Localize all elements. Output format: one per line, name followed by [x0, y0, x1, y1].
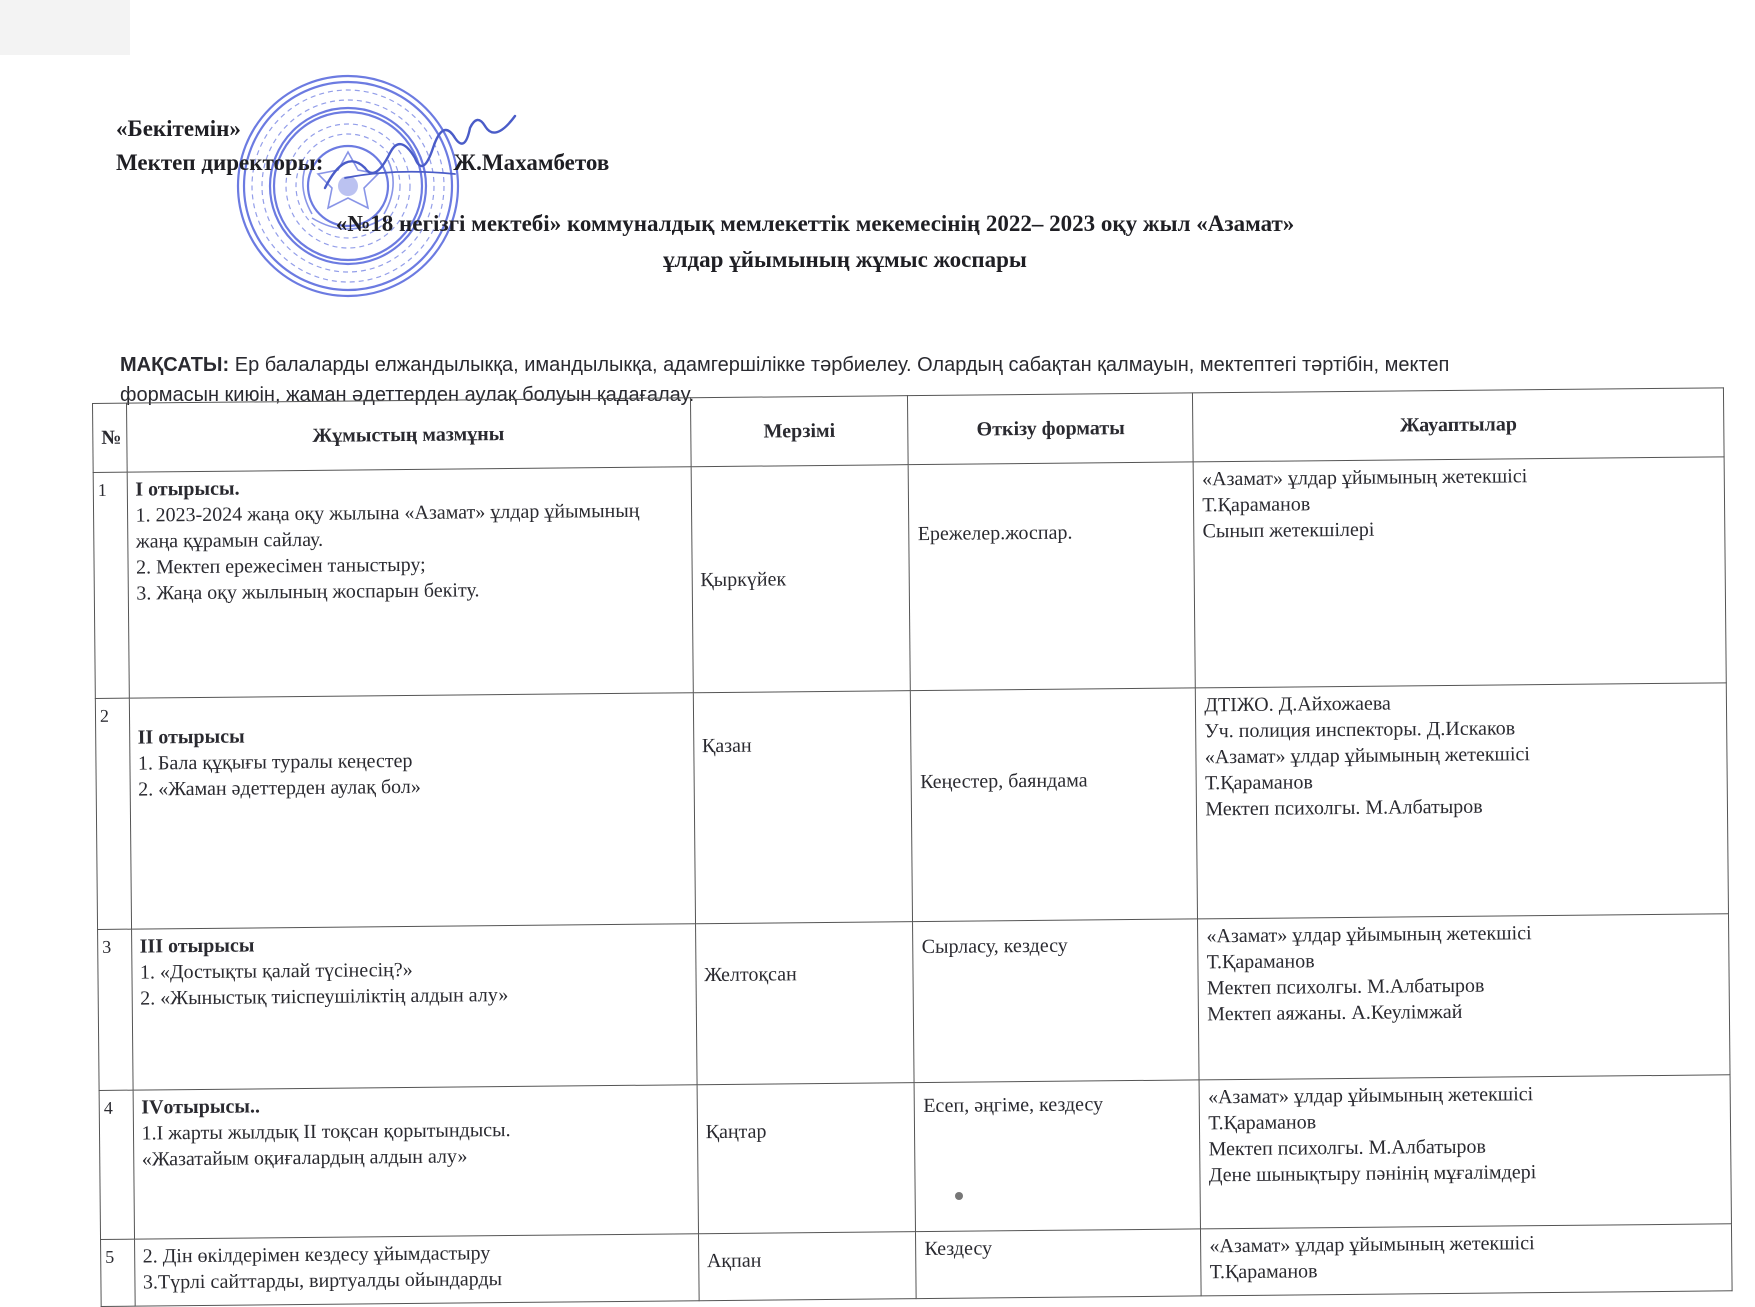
work-plan-table — [92, 387, 1733, 1307]
content-item: 1.І жарты жылдық ІІ тоқсан қорытындысы. — [141, 1119, 511, 1145]
row-content — [127, 467, 693, 698]
director-name: Ж.Махамбетов — [453, 150, 610, 175]
row-deadline: Қыркүйек — [691, 465, 911, 693]
table-row — [95, 683, 1728, 930]
goal-label: МАҚСАТЫ: — [120, 354, 230, 376]
responsible-item: Мектеп аяжаны. А.Кеулімжай — [1207, 1000, 1463, 1026]
responsible-item: «Азамат» ұлдар ұйымының жетекшісі — [1209, 1232, 1535, 1258]
session-title: І отырысы. — [135, 477, 240, 501]
responsible-item: Мектеп психолгы. М.Албатыров — [1206, 974, 1485, 1000]
responsible-item: Т.Қараманов — [1208, 1111, 1317, 1135]
table-row — [101, 1224, 1733, 1307]
row-responsible — [1196, 683, 1729, 919]
row-format: Кеңестер, баяндама — [911, 688, 1198, 922]
row-format: Сырласу, кездесу — [913, 919, 1199, 1083]
content-item: 1. 2023-2024 жаңа оқу жылына «Азамат» ұлдар ұйымының жаңа құрамын сайлау. — [135, 499, 640, 553]
content-item: 1. Бала құқығы туралы кеңестер — [137, 749, 413, 775]
row-content — [131, 924, 697, 1090]
content-item: 2. «Жаман әдеттерден аулақ бол» — [138, 775, 421, 801]
approval-block — [116, 112, 609, 180]
row-deadline: Қаңтар — [697, 1083, 916, 1234]
row-responsible — [1199, 1075, 1731, 1229]
director-label: Мектеп директоры: — [116, 150, 324, 175]
row-number: 5 — [101, 1239, 135, 1306]
row-number: 1 — [93, 472, 129, 698]
row-responsible — [1198, 914, 1730, 1080]
content-item: 2. Дін өкілдерімен кездесу ұйымдастыру — [142, 1242, 491, 1268]
row-content — [129, 693, 695, 929]
row-format: Кездесу — [916, 1229, 1201, 1299]
scan-speck — [955, 1192, 963, 1200]
row-content — [134, 1234, 699, 1306]
session-title: ІVотырысы.. — [141, 1095, 261, 1119]
responsible-item: Сынып жетекшілері — [1202, 518, 1375, 543]
session-title: ІІІ отырысы — [139, 934, 255, 958]
row-responsible — [1193, 457, 1726, 688]
row-deadline: Ақпан — [698, 1232, 916, 1301]
session-title: ІІ отырысы — [137, 725, 245, 749]
row-number: 2 — [95, 698, 131, 929]
content-item: 3. Жаңа оқу жылының жоспарын бекіту. — [136, 579, 480, 605]
header-format: Өткізу форматы — [908, 393, 1194, 465]
row-content — [133, 1085, 699, 1239]
content-item: 2. «Жыныстық тиіспеушіліктің алдын алу» — [140, 984, 509, 1010]
row-number: 4 — [99, 1090, 134, 1239]
responsible-item: Т.Қараманов — [1206, 950, 1315, 974]
row-deadline: Желтоқсан — [695, 922, 914, 1085]
row-format: Есеп, әңгіме, кездесу — [915, 1080, 1201, 1232]
header-deadline: Мерзімі — [690, 396, 908, 467]
document-title — [120, 206, 1450, 278]
content-item: 1. «Достықты қалай түсінесің?» — [139, 958, 413, 984]
scan-shadow — [0, 0, 130, 55]
responsible-item: Мектеп психолгы. М.Албатыров — [1208, 1135, 1487, 1161]
responsible-item: «Азамат» ұлдар ұйымының жетекшісі — [1207, 1083, 1534, 1109]
table-row — [93, 457, 1726, 699]
row-deadline: Қазан — [693, 691, 913, 924]
responsible-item: «Азамат» ұлдар ұйымының жетекшісі — [1204, 743, 1530, 769]
goal-text: Ер балаларды елжандылыкқа, имандылыкқа, адамгершілікке тәрбиелеу. Олардың сабақтан қалмауын, мектептегі тәртібін, мектеп формасын киюін, жаман әдеттерден аулақ болуын қадағалау. — [120, 354, 1450, 406]
responsible-item: «Азамат» ұлдар ұйымының жетекшісі — [1202, 465, 1528, 491]
content-item: «Жазатайым оқиғалардың алдын алу» — [141, 1145, 468, 1171]
responsible-item: Дене шынықтыру пәнінің мұғалімдері — [1208, 1161, 1537, 1187]
director-line — [116, 146, 609, 180]
row-format: Ережелер.жоспар. — [909, 462, 1196, 691]
responsible-item: Уч. полиция инспекторы. Д.Искаков — [1204, 717, 1516, 743]
responsible-item: «Азамат» ұлдар ұйымының жетекшісі — [1206, 922, 1532, 948]
content-item: 2. Мектеп ережесімен таныстыру; — [135, 553, 426, 579]
title-line-2: ұлдар ұйымының жұмыс жоспары — [663, 247, 1027, 272]
header-content: Жұмыстың мазмұны — [126, 398, 691, 472]
responsible-item: ДТІЖО. Д.Айхожаева — [1204, 692, 1391, 717]
responsible-item: Мектеп психолгы. М.Албатыров — [1205, 795, 1483, 821]
content-item: 3.Түрлі сайттарды, виртуалды ойындарды — [142, 1268, 503, 1294]
row-responsible — [1201, 1224, 1732, 1296]
header-num: № — [93, 403, 127, 472]
table-row — [99, 1075, 1731, 1240]
responsible-item: Т.Қараманов — [1209, 1260, 1318, 1284]
row-number: 3 — [98, 929, 133, 1090]
table-row — [98, 914, 1730, 1091]
responsible-item: Т.Қараманов — [1202, 493, 1311, 517]
responsible-item: Т.Қараманов — [1204, 771, 1313, 795]
header-responsible: Жауаптылар — [1193, 388, 1724, 462]
approved-label: «Бекітемін» — [116, 116, 241, 141]
title-line-1: «№18 негізгі мектебі» коммуналдық мемлекеттік мекемесінің 2022– 2023 оқу жыл «Азамат» — [335, 211, 1295, 236]
